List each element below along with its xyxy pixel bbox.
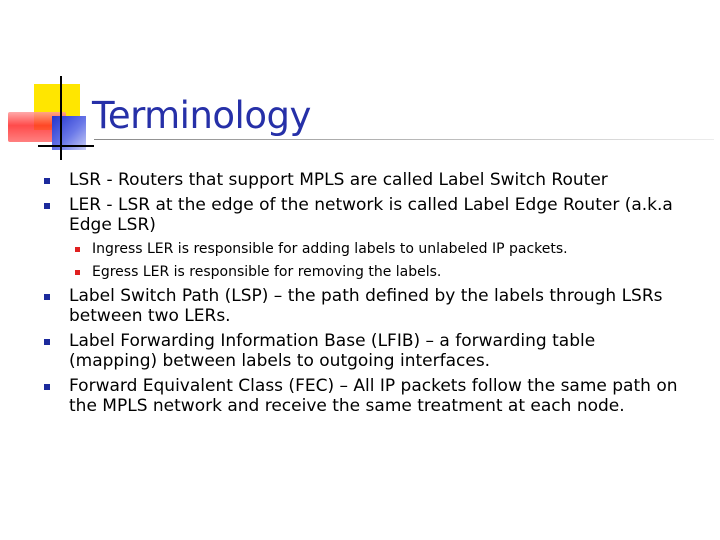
bullet-text: LER - LSR at the edge of the network is called Label Edge Router (a.k.a Edge LSR)	[69, 195, 673, 235]
bullet-item	[44, 331, 684, 371]
square-bullet-icon	[44, 339, 50, 345]
sub-bullet-item	[75, 263, 684, 281]
horizontal-rule	[38, 145, 94, 147]
sub-bullet-item	[75, 240, 684, 258]
square-bullet-icon	[44, 178, 50, 184]
square-bullet-icon	[44, 294, 50, 300]
bullet-text: LSR - Routers that support MPLS are called Label Switch Router	[69, 170, 608, 190]
sub-bullet-text: Egress LER is responsible for removing the labels.	[92, 264, 442, 280]
square-bullet-icon	[44, 384, 50, 390]
bullet-item	[44, 170, 684, 190]
bullet-text: Forward Equivalent Class (FEC) – All IP packets follow the same path on the MPLS network and receive the same treatment at each node.	[69, 376, 678, 416]
sub-bullet-text: Ingress LER is responsible for adding labels to unlabeled IP packets.	[92, 241, 568, 257]
slide-title: Terminology	[92, 94, 311, 137]
bullet-item	[44, 286, 684, 326]
small-square-bullet-icon	[75, 270, 80, 275]
bullet-list	[44, 170, 684, 421]
bullet-item	[44, 376, 684, 416]
square-bullet-icon	[44, 203, 50, 209]
sub-bullet-list	[75, 240, 684, 281]
bullet-item	[44, 195, 684, 281]
bullet-text: Label Forwarding Information Base (LFIB) – a forwarding table (mapping) between labels to outgoing interfaces.	[69, 331, 596, 371]
vertical-rule	[60, 76, 62, 160]
small-square-bullet-icon	[75, 247, 80, 252]
title-underline	[94, 139, 714, 140]
bullet-text: Label Switch Path (LSP) – the path defined by the labels through LSRs between two LERs.	[69, 286, 663, 326]
